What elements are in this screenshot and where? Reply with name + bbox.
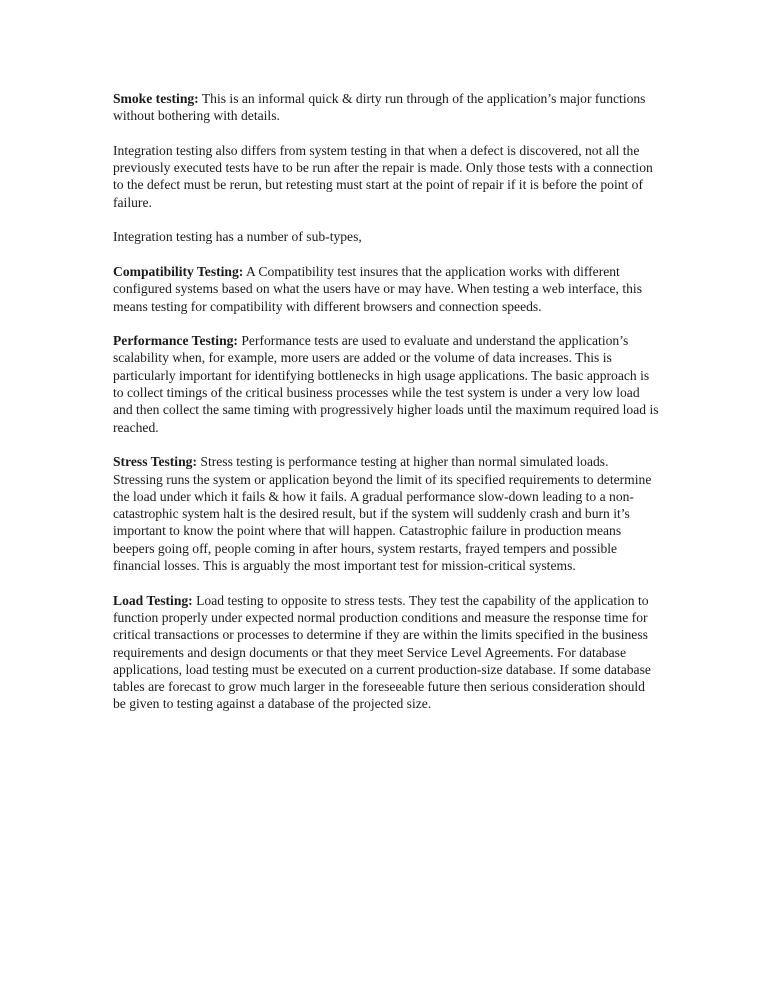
paragraph-smoke-testing [113,90,661,125]
paragraph-compatibility-testing [113,263,661,315]
paragraph-load-testing [113,592,661,713]
term-load-testing: Load Testing: [113,592,193,608]
paragraph-text: Integration testing has a number of sub-types, [113,229,362,245]
paragraph-integration-testing [113,142,661,211]
paragraph-integration-subtypes [113,228,661,245]
paragraph-text: Load testing to opposite to stress tests. They test the capability of the application to function properly under expected normal production conditions and measure the response time for critical transactions or processes to determine if they are within the limits specified in the business requirements and design documents or that they meet Service Level Agreements. For database applications, load testing must be executed on a current production-size database. If some database tables are forecast to grow much larger in the foreseeable future then serious consideration should be given to testing against a database of the projected size. [113,592,651,712]
paragraph-stress-testing [113,453,661,574]
paragraph-text: Integration testing also differs from system testing in that when a defect is discovered, not all the previously executed tests have to be run after the repair is made. Only those tests with a connection to the defect must be rerun, but retesting must start at the point of repair if it is before the point of failure. [113,142,653,210]
paragraph-text: This is an informal quick & dirty run through of the application’s major functions without bothering with details. [113,91,646,124]
term-performance-testing: Performance Testing: [113,333,238,349]
paragraph-performance-testing [113,332,661,436]
term-smoke-testing: Smoke testing: [113,91,199,106]
paragraph-text: A Compatibility test insures that the application works with different configured systems based on what the users have or may have. When testing a web interface, this means testing for compatibility with different browsers and connection speeds. [113,263,642,314]
document-page [113,90,661,730]
term-stress-testing: Stress Testing: [113,454,197,470]
term-compatibility-testing: Compatibility Testing: [113,263,244,279]
paragraph-text: Performance tests are used to evaluate and understand the application’s scalability when, for example, more users are added or the volume of data increases. This is particularly important for identifying bottlenecks in high usage applications. The basic approach is to collect timings of the critical business processes while the test system is under a very low load and then collect the same timing with progressively higher loads until the maximum required load is reached. [113,333,659,435]
paragraph-text: Stress testing is performance testing at higher than normal simulated loads. Stressing runs the system or application beyond the limit of its specified requirements to determine the load under which it fails & how it fails. A gradual performance slow-down leading to a non-catastrophic system halt is the desired result, but if the system will suddenly crash and burn it’s important to know the point where that will happen. Catastrophic failure in production means beepers going off, people coming in after hours, system restarts, frayed tempers and possible financial losses. This is arguably the most important test for mission-critical systems. [113,454,652,574]
